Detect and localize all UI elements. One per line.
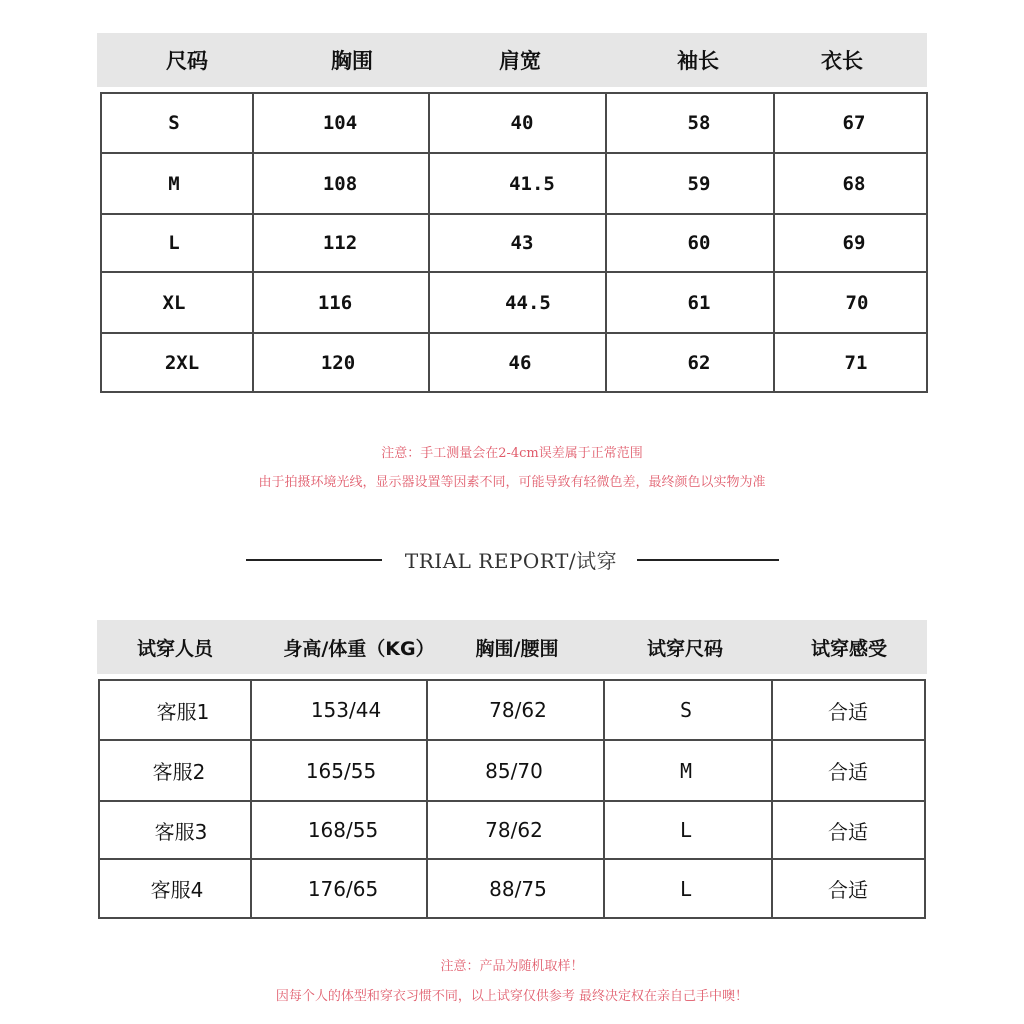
trial-cell-feeling: 合适	[828, 699, 868, 724]
size-cell-size: 2XL	[164, 351, 200, 374]
trial-header-person: 试穿人员	[136, 637, 213, 660]
trial-row	[100, 739, 924, 800]
trial-cell-size: L	[679, 818, 693, 842]
trial-cell-chest-waist: 88/75	[489, 876, 547, 901]
trial-cell-chest-waist: 85/70	[485, 758, 543, 783]
size-header-length: 衣长	[821, 49, 863, 73]
size-header-chest: 胸围	[331, 49, 373, 73]
trial-cell-person: 客服4	[150, 878, 204, 902]
trial-cell-feeling: 合适	[828, 878, 868, 902]
size-table-header	[97, 33, 927, 87]
trial-note-reference: 因每个人的体型和穿衣习惯不同，以上试穿仅供参考 最终决定权在亲自己手中噢！	[275, 989, 749, 1004]
trial-cell-chest-waist: 78/62	[489, 698, 547, 722]
trial-cell-chest-waist: 78/62	[485, 818, 543, 842]
trial-cell-height-weight: 153/44	[310, 698, 382, 722]
size-cell-sleeve: 61	[687, 291, 711, 314]
size-cell-length: 71	[844, 351, 868, 374]
size-row-2xl	[102, 332, 926, 391]
trial-cell-feeling: 合适	[828, 819, 868, 844]
trial-row	[100, 858, 924, 917]
trial-header-feeling: 试穿感受	[810, 637, 887, 660]
trial-cell-person: 客服1	[156, 699, 210, 724]
trial-report-heading	[0, 545, 1024, 573]
trial-cell-height-weight: 165/55	[305, 758, 377, 783]
size-cell-shoulder: 44.5	[505, 291, 551, 314]
trial-cell-height-weight: 176/65	[307, 876, 379, 901]
trial-cell-size: L	[679, 876, 693, 901]
size-cell-length: 68	[842, 172, 866, 195]
size-cell-shoulder: 46	[508, 351, 532, 374]
size-row-l	[102, 213, 926, 271]
size-header-sleeve: 袖长	[677, 49, 719, 73]
heading-rule-right	[637, 559, 779, 561]
heading-rule-left	[246, 559, 382, 561]
measure-note-tolerance: 注意：手工测量会在2-4cm误差属于正常范围	[381, 446, 643, 461]
size-row-xl	[102, 271, 926, 332]
trial-row	[100, 800, 924, 858]
size-cell-shoulder: 41.5	[509, 172, 555, 195]
size-cell-length: 70	[845, 291, 869, 314]
trial-table-header	[97, 620, 927, 674]
size-cell-length: 69	[842, 232, 866, 254]
size-cell-size: S	[168, 112, 180, 134]
size-cell-chest: 104	[322, 112, 358, 134]
size-cell-size: XL	[162, 291, 186, 314]
size-cell-shoulder: 43	[510, 232, 534, 254]
size-cell-sleeve: 58	[687, 112, 711, 134]
size-row-m	[102, 152, 926, 213]
trial-cell-size: M	[679, 758, 693, 783]
size-header-size: 尺码	[166, 49, 208, 73]
size-header-shoulder: 肩宽	[499, 49, 541, 73]
size-row-s	[102, 94, 926, 152]
trial-header-height-weight: 身高/体重（KG）	[283, 637, 435, 660]
size-cell-shoulder: 40	[510, 112, 534, 134]
trial-header-chest-waist: 胸围/腰围	[475, 637, 559, 660]
size-cell-chest: 116	[317, 291, 353, 314]
trial-cell-feeling: 合适	[828, 760, 868, 784]
trial-header-size: 试穿尺码	[646, 637, 723, 660]
size-cell-size: L	[168, 232, 180, 254]
trial-note-random: 注意：产品为随机取样！	[440, 959, 584, 974]
trial-table	[98, 679, 926, 919]
trial-report-title: TRIAL REPORT/试穿	[404, 548, 618, 573]
size-cell-chest: 112	[322, 232, 358, 254]
measure-note-color: 由于拍摄环境光线，显示器设置等因素不同，可能导致有轻微色差，最终颜色以实物为准	[258, 475, 766, 490]
size-cell-chest: 108	[322, 172, 358, 195]
size-table	[100, 92, 928, 393]
size-cell-sleeve: 62	[687, 351, 711, 374]
trial-row	[100, 681, 924, 739]
size-cell-sleeve: 60	[687, 232, 711, 254]
size-cell-sleeve: 59	[687, 172, 711, 195]
trial-cell-height-weight: 168/55	[307, 818, 379, 842]
trial-cell-person: 客服2	[152, 760, 206, 784]
trial-cell-person: 客服3	[154, 819, 208, 844]
size-cell-length: 67	[842, 112, 866, 134]
size-cell-size: M	[168, 172, 180, 195]
trial-cell-size: S	[679, 698, 693, 722]
size-cell-chest: 120	[320, 351, 356, 374]
